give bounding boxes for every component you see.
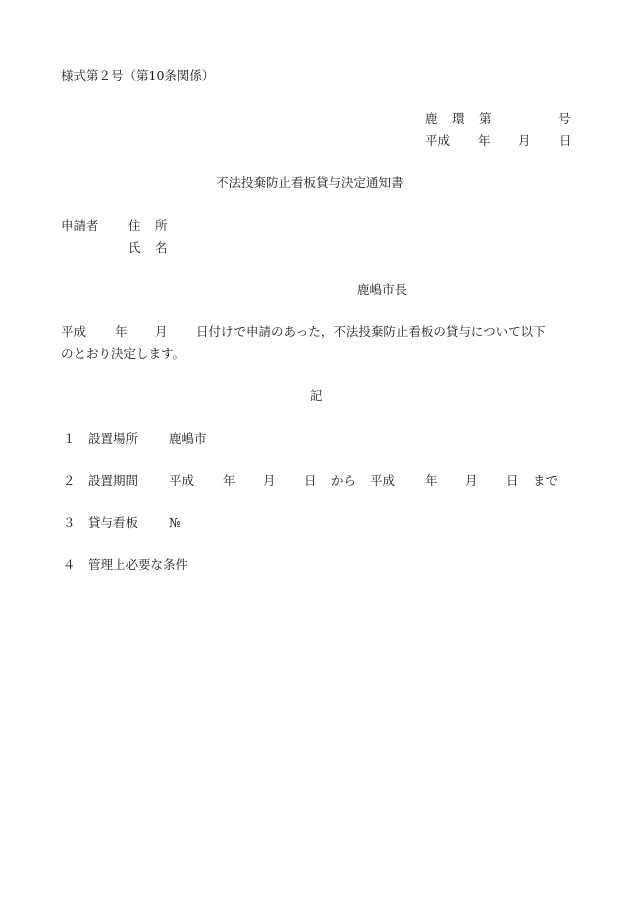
item2-from-era: 平成 <box>169 473 195 488</box>
name-label-1: 氏 <box>128 240 141 255</box>
item1-label: 設置場所 <box>88 431 139 446</box>
item3-label: 貸与看板 <box>88 515 139 530</box>
item2-number: ２ <box>63 473 76 488</box>
item3-number: ３ <box>63 515 76 530</box>
ref-go: 号 <box>558 111 571 126</box>
address-label-2: 所 <box>155 218 168 233</box>
issue-date-era: 平成 <box>425 133 451 148</box>
item1-value: 鹿嶋市 <box>169 431 207 446</box>
name-label-2: 名 <box>155 240 168 255</box>
ref-prefix: 鹿 <box>425 111 438 126</box>
document-title: 不法投棄防止看板貸与決定通知書 <box>216 175 404 190</box>
item2-made: まで <box>533 473 559 488</box>
form-label: 様式第２号（第10条関係） <box>61 68 215 83</box>
body-line1-rest: 日付けで申請のあった，不法投棄防止看板の貸与について以下 <box>196 324 546 339</box>
issue-date-year-unit: 年 <box>478 133 491 148</box>
item4-label: 管理上必要な条件 <box>88 557 189 572</box>
address-label-1: 住 <box>128 218 141 233</box>
item2-to-day: 日 <box>506 473 519 488</box>
body-year-unit: 年 <box>115 324 128 339</box>
item2-to-month: 月 <box>465 473 478 488</box>
item2-label: 設置期間 <box>88 473 139 488</box>
body-era: 平成 <box>61 324 87 339</box>
applicant-heading: 申請者 <box>61 218 99 233</box>
item2-from-month: 月 <box>263 473 276 488</box>
item2-from-year: 年 <box>223 473 236 488</box>
ki-marker: 記 <box>310 388 323 403</box>
item4-number: ４ <box>63 557 76 572</box>
item2-to-era: 平成 <box>370 473 396 488</box>
item1-number: １ <box>63 431 76 446</box>
item2-from-day: 日 <box>304 473 317 488</box>
body-month-unit: 月 <box>155 324 168 339</box>
item2-to-year: 年 <box>425 473 438 488</box>
issue-date-month-unit: 月 <box>518 133 531 148</box>
body-line2: のとおり決定します。 <box>61 346 186 361</box>
item3-value: № <box>169 515 181 530</box>
issuer-name: 鹿嶋市長 <box>357 282 408 297</box>
ref-dai: 第 <box>479 111 492 126</box>
issue-date-day-unit: 日 <box>559 133 572 148</box>
item2-kara: から <box>331 473 357 488</box>
ref-code: 環 <box>452 111 465 126</box>
